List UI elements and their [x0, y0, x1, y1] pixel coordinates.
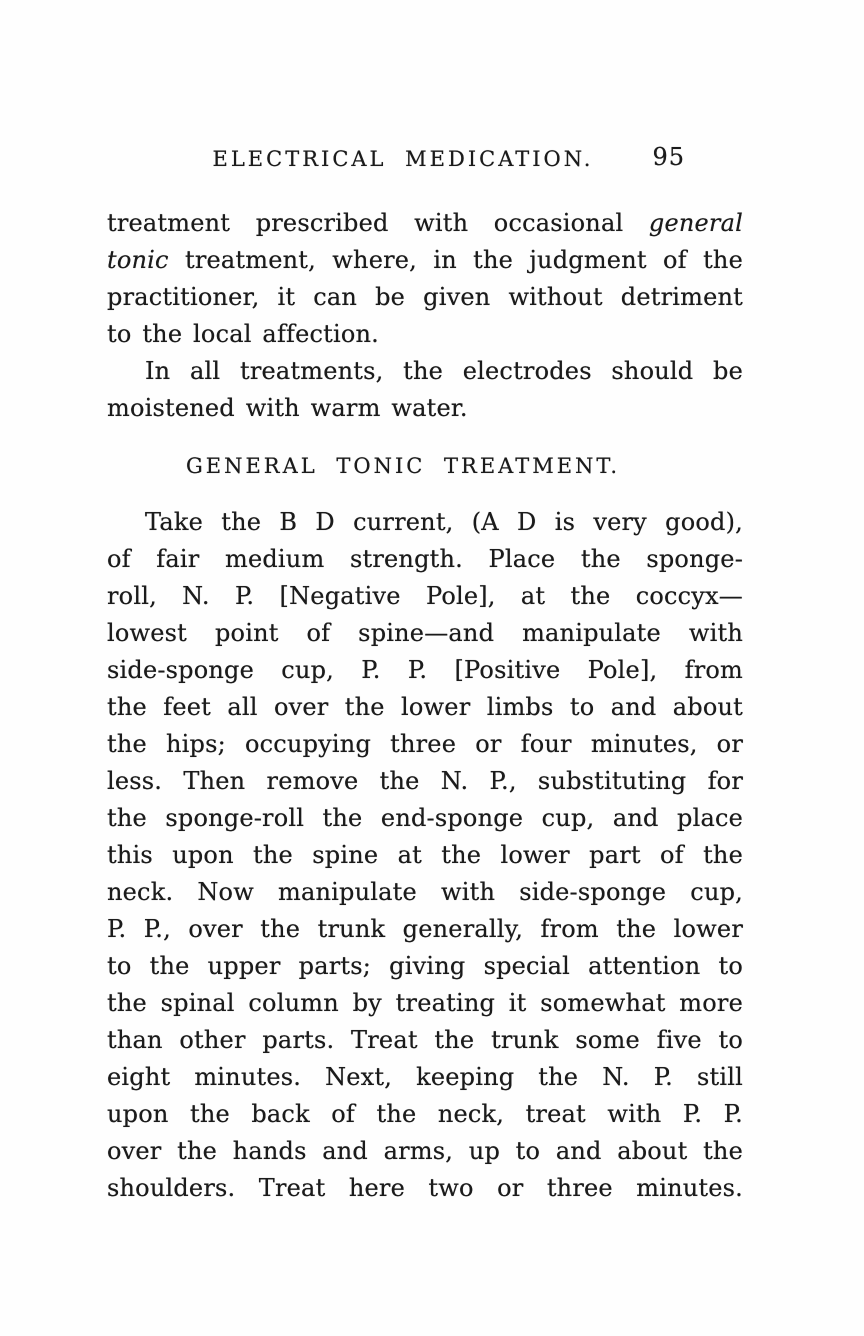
running-head [107, 143, 743, 172]
text-line: this upon the spine at the lower part of the [107, 841, 743, 869]
text-line: the spinal column by treating it somewhat more [107, 989, 743, 1017]
text-line: side-sponge cup, P. P. [Positive Pole], from [107, 656, 743, 684]
text-line: In all treatments, the electrodes should be [145, 357, 743, 385]
text-line: to the local affection. [107, 320, 380, 348]
text-block [107, 143, 743, 1207]
text-line: the sponge-roll the end-sponge cup, and place [107, 804, 743, 832]
text-line: shoulders. Treat here two or three minutes. [107, 1174, 743, 1202]
text-line: moistened with warm water. [107, 394, 468, 422]
text-line: the hips; occupying three or four minutes, or [107, 730, 743, 758]
text-line: P. P., over the trunk generally, from the lower [107, 915, 743, 943]
text-line: treatment prescribed with occasional general [107, 209, 743, 237]
page-number: 95 [652, 143, 685, 171]
text-line: roll, N. P. [Negative Pole], at the coccyx— [107, 582, 743, 610]
body-text [107, 205, 743, 1207]
section-heading: GENERAL TONIC TREATMENT. [185, 454, 621, 478]
text-line: over the hands and arms, up to and about the [107, 1137, 743, 1165]
paragraph-general-tonic-intro [107, 205, 743, 353]
text-line: to the upper parts; giving special attention to [107, 952, 743, 980]
text-line: eight minutes. Next, keeping the N. P. still [107, 1063, 743, 1091]
text-line: tonic treatment, where, in the judgment of the [107, 246, 743, 274]
running-head-title: ELECTRICAL MEDICATION. [212, 147, 594, 171]
paragraph-treatment-instructions [107, 504, 743, 1207]
text-line: lowest point of spine—and manipulate with [107, 619, 743, 647]
text-line: neck. Now manipulate with side-sponge cup, [107, 878, 743, 906]
text-line: less. Then remove the N. P., substituting for [107, 767, 743, 795]
text-line: practitioner, it can be given without detriment [107, 283, 743, 311]
text-line: Take the B D current, (A D is very good), [145, 508, 743, 536]
paragraph-electrodes-note [107, 353, 743, 427]
text-line: the feet all over the lower limbs to and about [107, 693, 743, 721]
text-line: than other parts. Treat the trunk some five to [107, 1026, 743, 1054]
text-line: upon the back of the neck, treat with P. P. [107, 1100, 743, 1128]
text-line: of fair medium strength. Place the sponge- [107, 545, 743, 573]
